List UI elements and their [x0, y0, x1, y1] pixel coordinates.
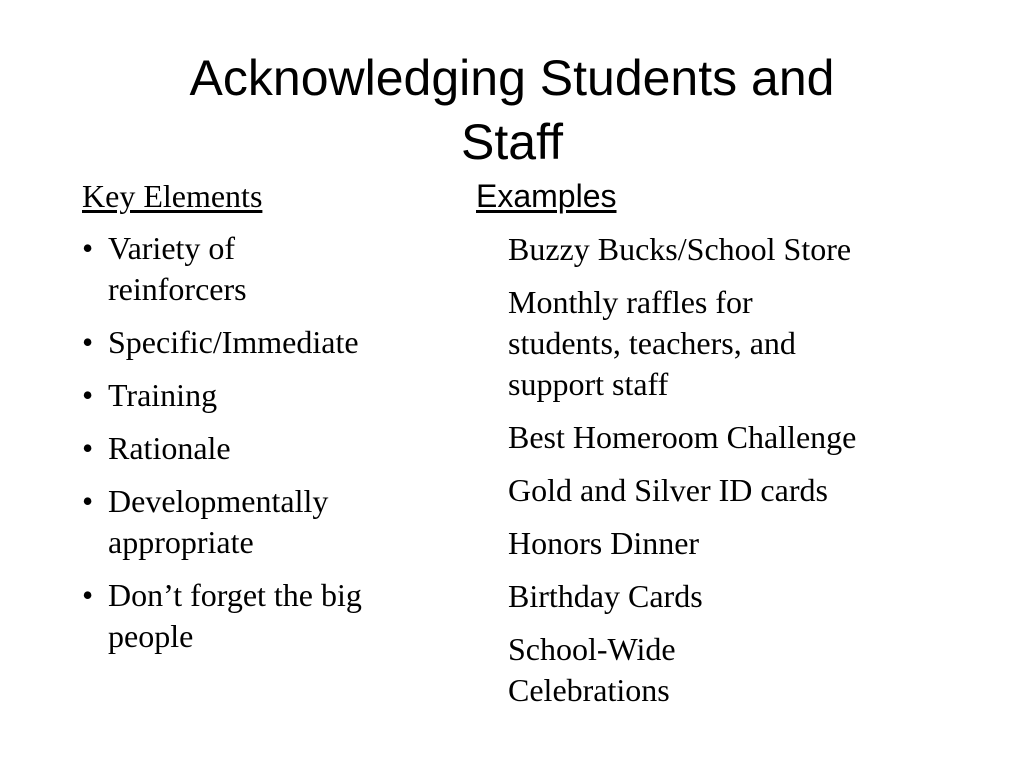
bullet-icon: • — [82, 483, 94, 519]
key-element-text: Training — [108, 377, 218, 413]
key-element-text: Don’t forget the big people — [108, 577, 362, 654]
key-element-text: Variety of reinforcers — [108, 230, 247, 307]
example-item: Best Homeroom Challenge — [508, 419, 857, 455]
example-item: School-Wide Celebrations — [508, 631, 676, 708]
key-elements-column — [82, 176, 442, 657]
key-element-item — [82, 428, 442, 469]
example-item: Gold and Silver ID cards — [508, 472, 828, 508]
bullet-icon: • — [82, 577, 94, 613]
bullet-icon: • — [82, 377, 94, 413]
slide-title — [100, 46, 924, 174]
example-item: Birthday Cards — [508, 578, 703, 614]
key-element-item — [82, 575, 442, 657]
bullet-icon: • — [82, 324, 94, 360]
example-item: Buzzy Bucks/School Store — [508, 231, 852, 267]
key-element-item — [82, 481, 442, 563]
key-element-text: Specific/Immediate — [108, 324, 359, 360]
key-element-text: Rationale — [108, 430, 231, 466]
example-item: Monthly raffles for students, teachers, and support staff — [508, 284, 796, 402]
examples-heading: Examples — [476, 178, 617, 214]
key-element-item — [82, 322, 442, 363]
key-element-item — [82, 375, 442, 416]
examples-column — [476, 176, 996, 711]
examples-list — [476, 229, 996, 711]
key-element-item — [82, 228, 442, 310]
bullet-icon: • — [82, 430, 94, 466]
slide-title-line-1: Acknowledging Students and — [189, 50, 835, 106]
key-elements-list — [82, 228, 442, 657]
slide-title-line-2: Staff — [461, 114, 563, 170]
bullet-icon: • — [82, 230, 94, 266]
example-item: Honors Dinner — [508, 525, 700, 561]
key-elements-heading: Key Elements — [82, 178, 263, 214]
key-element-text: Developmentally appropriate — [108, 483, 329, 560]
